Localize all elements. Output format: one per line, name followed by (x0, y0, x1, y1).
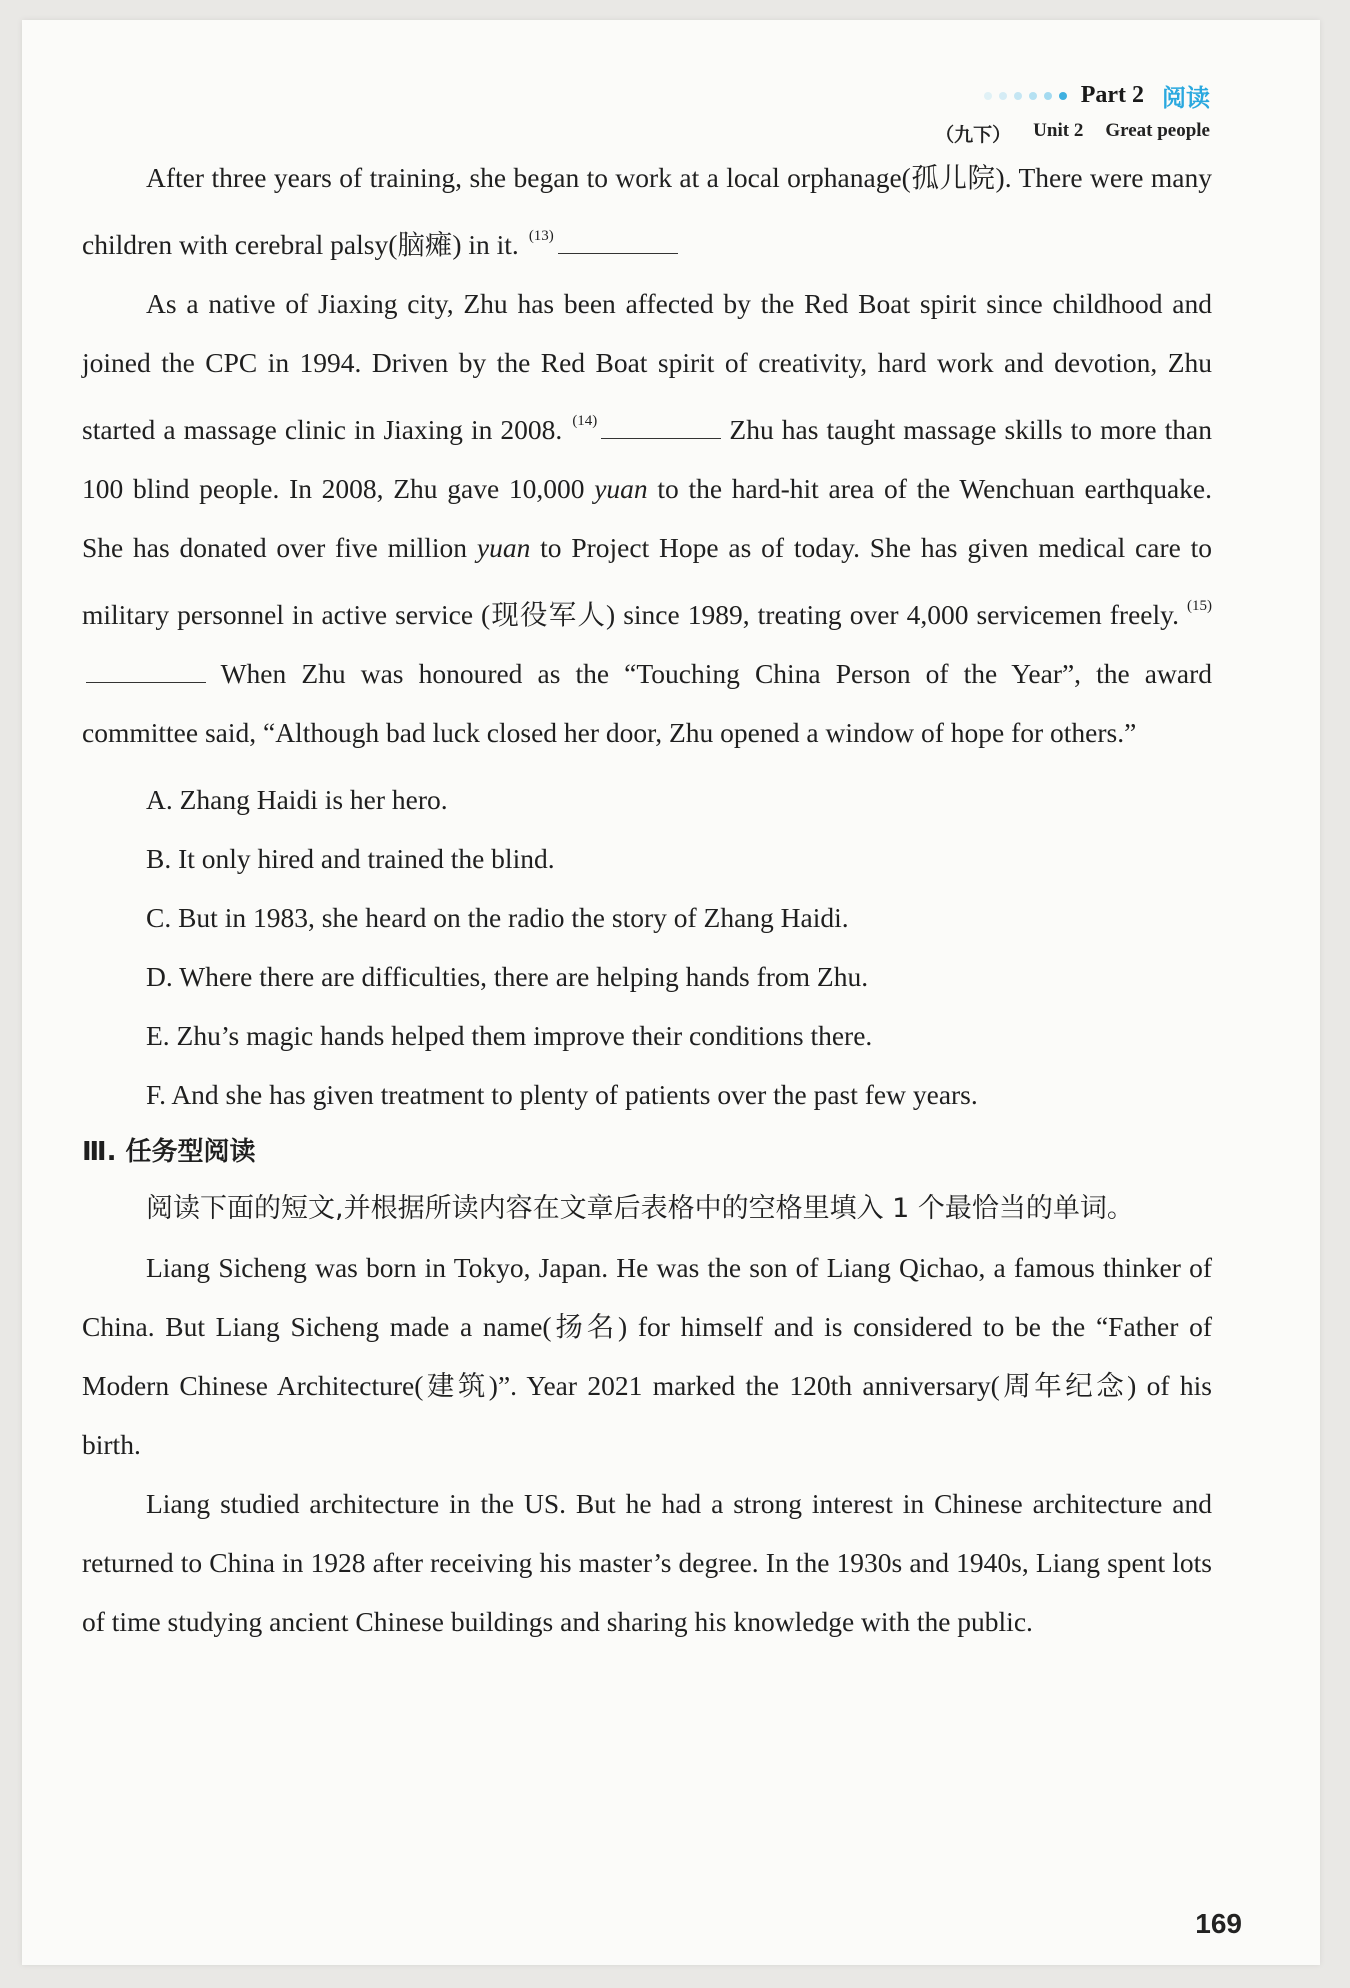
passage2-paragraph2: Liang studied architecture in the US. But he had a strong interest in Chinese architecture and returned to China in 1928 after receiving his master’s degree. In the 1930s and 1940s, Liang spent lots of time studying ancient Chinese buildings and sharing his knowledge with the public. (82, 1488, 1212, 1637)
option-f: F. And she has given treatment to plenty of patients over the past few years. (146, 1079, 978, 1110)
section-title: Ⅲ. 任务型阅读 (82, 1137, 256, 1167)
option-a: A. Zhang Haidi is her hero. (146, 784, 448, 815)
header-sub (935, 120, 1210, 147)
passage2-paragraph1: Liang Sicheng was born in Tokyo, Japan. He was the son of Liang Qichao, a famous thinker of China. But Liang Sicheng made a name(扬名) for himself and is considered to be the “Father of Modern Chinese Architecture(建筑)”. Year 2021 marked the 120th anniversary(周年纪念) of his birth. (82, 1252, 1212, 1460)
section-label: 阅读 (1162, 84, 1210, 112)
page-number: 169 (1195, 1908, 1242, 1939)
passage1-paragraph1 (82, 148, 1212, 274)
blank-13[interactable] (558, 231, 678, 254)
question-number-14: (14) (572, 413, 598, 429)
passage1-p1-text: After three years of training, she began to work at a local orphanage(孤儿院). There were many children with cerebral palsy(脑瘫) in it. (82, 162, 1212, 260)
part-label: Part 2 (1080, 82, 1144, 108)
passage1-p2d: to Project Hope as of today. She has given medical care to military personnel in active service (现役军人) since 1989, treating over 4,000 servicemen freely. (82, 532, 1213, 630)
passage1-paragraph2 (82, 274, 1212, 762)
section-instruction: 阅读下面的短文,并根据所读内容在文章后表格中的空格里填入 1 个最恰当的单词。 (146, 1193, 1134, 1224)
blank-15[interactable] (86, 660, 206, 683)
option-b: B. It only hired and trained the blind. (146, 843, 555, 874)
passage1-p2e: When Zhu was honoured as the “Touching China Person of the Year”, the award committee said, “Although bad luck closed her door, Zhu opened a window of hope for others.” (82, 658, 1212, 748)
decorative-dots (984, 92, 1067, 100)
passage1-p2b: Zhu has taught massage skills to more than 100 blind people. In 2008, Zhu gave 10,000 (82, 414, 1213, 504)
page-body (82, 148, 1212, 1651)
passage1-p2a: As a native of Jiaxing city, Zhu has been affected by the Red Boat spirit since childhood and joined the CPC in 1994. Driven by the Red Boat spirit of creativity, hard work and devotion, Zhu started a massage clinic in Jiaxing in 2008. (82, 288, 1212, 445)
unit-label: Unit 2 (1033, 120, 1084, 141)
question-number-13: (13) (528, 228, 554, 244)
yuan-italic: yuan (476, 532, 531, 563)
option-c: C. But in 1983, she heard on the radio the story of Zhang Haidi. (146, 902, 849, 933)
grade-label: （九下） (935, 125, 1012, 146)
yuan-italic: yuan (594, 473, 648, 504)
passage1-p2c: to the hard-hit area of the Wenchuan earthquake. She has donated over five million (82, 473, 1212, 563)
question-number-15: (15) (1187, 598, 1213, 614)
unit-title: Great people (1105, 120, 1210, 141)
option-d: D. Where there are difficulties, there are helping hands from Zhu. (146, 961, 869, 992)
options-list (82, 770, 1212, 1124)
blank-14[interactable] (601, 416, 721, 439)
header-top (984, 78, 1210, 113)
option-e: E. Zhu’s magic hands helped them improve their conditions there. (146, 1020, 873, 1051)
